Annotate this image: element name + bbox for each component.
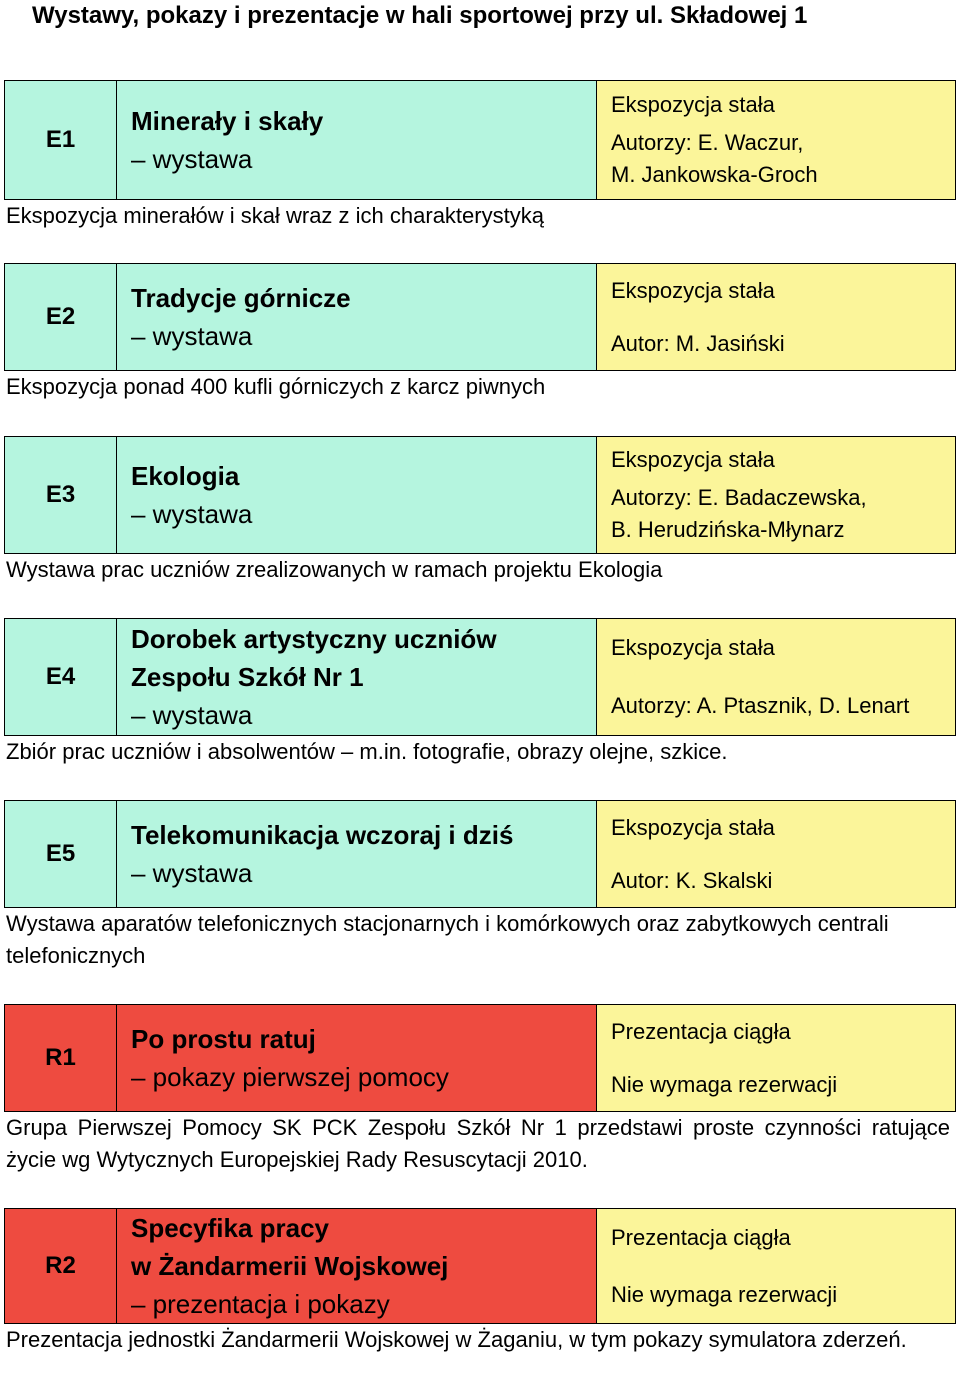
entry-info-line: Ekspozycja stała — [611, 814, 775, 840]
entry-title-line2: Zespołu Szkół Nr 1 — [131, 662, 364, 692]
entry-description: Grupa Pierwszej Pomocy SK PCK Zespołu Szkół Nr 1 przedstawi proste czynności ratujące życie wg Wytycznych Europejskiej Rady Resuscytacji 2010. — [6, 1115, 950, 1172]
entry-info-line: Ekspozycja stała — [611, 92, 775, 117]
entry-info-line: Autor: M. Jasiński — [611, 330, 785, 356]
entry-info-line: Autorzy: E. Badaczewska, — [611, 485, 867, 510]
entry-title-cell — [117, 619, 596, 735]
entry-info — [596, 801, 955, 907]
entry-info-line: Prezentacja ciągła — [611, 1018, 791, 1044]
entry-description: Wystawa aparatów telefonicznych stacjonarnych i komórkowych oraz zabytkowych centrali telefonicznych — [6, 911, 889, 968]
entry-info — [596, 264, 955, 370]
entry-description: Ekspozycja ponad 400 kufli górniczych z karcz piwnych — [6, 374, 546, 399]
page-title: Wystawy, pokazy i prezentacje w hali sportowej przy ul. Składowej 1 — [32, 2, 808, 29]
entry-info — [596, 619, 955, 735]
entry-title-cell — [117, 81, 596, 199]
entry-info-line: Ekspozycja stała — [611, 447, 775, 472]
entry-info-line: Nie wymaga rezerwacji — [611, 1281, 838, 1307]
entry-code: E5 — [5, 801, 117, 907]
entry-subtitle: – wystawa — [131, 858, 253, 888]
entry-title-line2: w Żandarmerii Wojskowej — [131, 1251, 449, 1281]
entry-title: Minerały i skały — [131, 106, 324, 136]
entry-title-cell — [117, 801, 596, 907]
entry-header — [4, 618, 956, 736]
entry-header — [4, 800, 956, 908]
entry-code: R2 — [5, 1209, 117, 1323]
entry-title: Tradycje górnicze — [131, 283, 351, 313]
entry-title: Ekologia — [131, 461, 240, 491]
entry-info — [596, 81, 955, 199]
entry-header — [4, 1004, 956, 1112]
entry-code: E1 — [5, 81, 117, 199]
entry-code: E3 — [5, 437, 117, 553]
entry-info-line: Nie wymaga rezerwacji — [611, 1071, 838, 1097]
entry-info — [596, 1005, 955, 1111]
entry-title: Dorobek artystyczny uczniów — [131, 624, 497, 654]
entry-subtitle: – pokazy pierwszej pomocy — [131, 1062, 449, 1092]
entry-subtitle: – wystawa — [131, 700, 253, 730]
entry-description: Wystawa prac uczniów zrealizowanych w ramach projektu Ekologia — [6, 557, 663, 582]
entry-title: Telekomunikacja wczoraj i dziś — [131, 820, 514, 850]
entry-title-cell — [117, 1005, 596, 1111]
entry-info-line: M. Jankowska-Groch — [611, 162, 818, 187]
entry-title: Po prostu ratuj — [131, 1024, 316, 1054]
entry-info — [596, 437, 955, 553]
entry-info-line: Autorzy: A. Ptasznik, D. Lenart — [611, 693, 910, 718]
entry-description: Zbiór prac uczniów i absolwentów – m.in. fotografie, obrazy olejne, szkice. — [6, 739, 728, 764]
entry-subtitle: – prezentacja i pokazy — [131, 1289, 390, 1319]
entry-description: Ekspozycja minerałów i skał wraz z ich charakterystyką — [6, 203, 544, 228]
entry-title-cell — [117, 437, 596, 553]
entry-header — [4, 436, 956, 554]
entry-subtitle: – wystawa — [131, 321, 253, 351]
entry-description: Prezentacja jednostki Żandarmerii Wojskowej w Żaganiu, w tym pokazy symulatora zderzeń. — [6, 1327, 907, 1352]
entry-info-line: B. Herudzińska-Młynarz — [611, 517, 845, 542]
entry-code: R1 — [5, 1005, 117, 1111]
entry-code: E4 — [5, 619, 117, 735]
entry-info-line: Autorzy: E. Waczur, — [611, 130, 804, 155]
entry-info-line: Ekspozycja stała — [611, 635, 775, 660]
entry-header — [4, 263, 956, 371]
entry-title-cell — [117, 264, 596, 370]
entry-title: Specyfika pracy — [131, 1213, 330, 1243]
entry-title-cell — [117, 1209, 596, 1323]
entry-subtitle: – wystawa — [131, 144, 253, 174]
entry-info-line: Prezentacja ciągła — [611, 1224, 791, 1250]
entry-header — [4, 1208, 956, 1324]
entry-info-line: Ekspozycja stała — [611, 277, 775, 303]
entry-subtitle: – wystawa — [131, 499, 253, 529]
entry-header — [4, 80, 956, 200]
entry-code: E2 — [5, 264, 117, 370]
entry-info — [596, 1209, 955, 1323]
entry-info-line: Autor: K. Skalski — [611, 867, 773, 893]
